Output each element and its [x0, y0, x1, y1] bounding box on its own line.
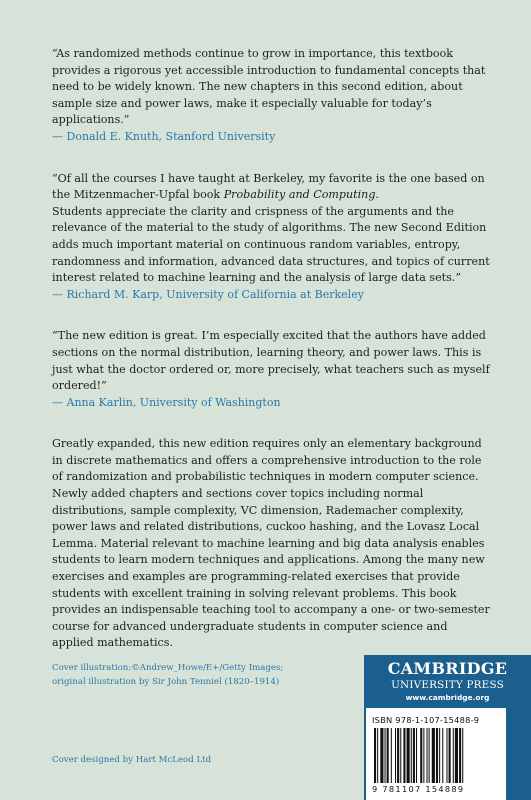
quote-text: [52, 171, 492, 287]
illustration-credit: [52, 662, 332, 689]
book-description: [52, 436, 492, 652]
publisher-press: UNIVERSITY PRESS: [391, 679, 504, 691]
quote-attribution: — Donald E. Knuth, Stanford University: [52, 129, 276, 143]
description-text: Greatly expanded, this new edition requires only an elementary background in discrete mathematics and offers a comprehensive introduction to the role of randomization and probabilistic techniques in modern computer science. Newly added chapters and sections cover topics including normal distributions, sample complexity, VC dimension, Rademacher complexity, power laws and related distributions, cuckoo hashing, and the Lovasz Local Lemma. Material relevant to machine learning and big data analysis enables students to learn modern techniques and applications. Among the many new exercises and examples are programming-related exercises that provide students with excellent training in solving relevant problems. This book provides an indispensable teaching tool to accompany a one- or two-semester course for advanced undergraduate students in computer science and applied mathematics.: [52, 437, 490, 650]
illustration-credit-line-2: original illustration by Sir John Tenniel (1820–1914): [52, 676, 280, 687]
publisher-url: www.cambridge.org: [405, 693, 490, 702]
designer-credit: Cover designed by Hart McLeod Ltd: [52, 755, 212, 765]
barcode-digits: 9 781107 154889: [372, 784, 465, 794]
quote-text: “The new edition is great. I’m especially excited that the authors have added sections on the normal distribution, learning theory, and power laws. This is just what the doctor ordered or, more precisely, what teachers such as myself ordered!”: [52, 329, 490, 393]
illustration-credit-line-1: Cover illustration:©Andrew_Howe/E+/Getty Images;: [52, 663, 284, 673]
quote-karlin: [52, 328, 492, 411]
quote-karp: [52, 171, 492, 304]
quote-knuth: [52, 46, 492, 146]
publisher-name: CAMBRIDGE: [387, 659, 508, 678]
book-title-italic: Probability and Computing.: [223, 188, 379, 202]
isbn-label: ISBN 978-1-107-15488-9: [372, 715, 480, 725]
barcode-panel: [366, 708, 506, 800]
quote-text-after: Students appreciate the clarity and crispness of the arguments and the relevance of the material to the study of algorithms. The new Second Edition adds much important material on continuous random variables, entropy, randomness and information, advanced data structures, and topics of current interest related to machine learning and the analysis of large data sets.”: [52, 204, 490, 285]
quote-text: “As randomized methods continue to grow in importance, this textbook provides a rigorous yet accessible introduction to fundamental concepts that need to be widely known. The new chapters in this second edition, about sample size and power laws, make it especially valuable for today’s applications.”: [52, 47, 486, 127]
barcode-icon: [372, 728, 500, 783]
quote-attribution: — Richard M. Karp, University of California at Berkeley: [52, 287, 364, 301]
quote-attribution: — Anna Karlin, University of Washington: [52, 395, 281, 409]
quote-text-before: “Of all the courses I have taught at Berkeley, my favorite is the one based on the Mitzenmacher-Upfal book: [52, 171, 485, 202]
text-column: [52, 46, 492, 652]
